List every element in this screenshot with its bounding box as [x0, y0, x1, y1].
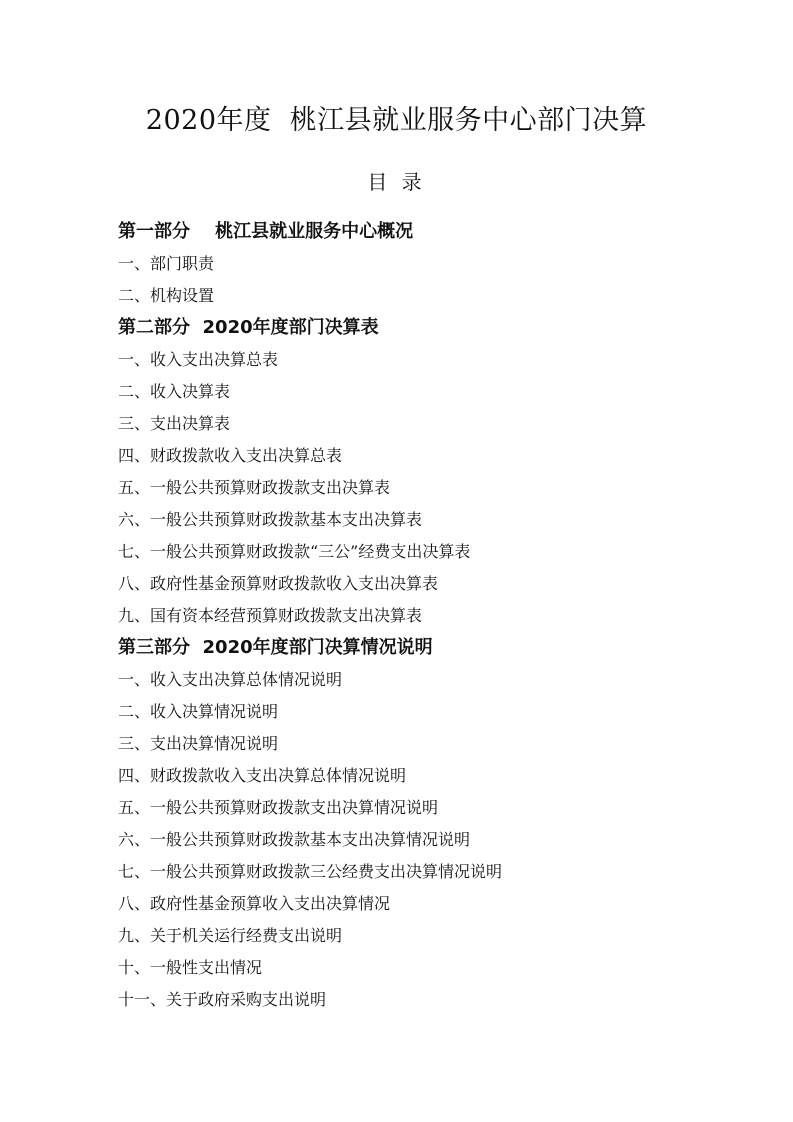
toc-item: 十一、关于政府采购支出说明	[118, 990, 327, 1009]
toc-item: 一、收入支出决算总表	[118, 350, 279, 369]
toc-part-1-heading: 第一部分 桃江县就业服务中心概况	[118, 221, 414, 242]
toc-item: 二、机构设置	[118, 286, 215, 305]
toc-item: 九、关于机关运行经费支出说明	[118, 926, 343, 945]
toc-item: 八、政府性基金预算财政拨款收入支出决算表	[118, 574, 439, 593]
table-of-contents	[118, 216, 738, 1016]
toc-item: 十、一般性支出情况	[118, 958, 263, 977]
toc-heading: 目 录	[367, 170, 426, 194]
document-title: 2020年度 桃江县就业服务中心部门决算	[145, 105, 648, 136]
toc-item: 三、支出决算表	[118, 414, 231, 433]
toc-item: 五、一般公共预算财政拨款支出决算表	[118, 478, 391, 497]
toc-part-2-heading: 第二部分 2020年度部门决算表	[118, 317, 379, 338]
toc-item: 五、一般公共预算财政拨款支出决算情况说明	[118, 798, 439, 817]
toc-item: 四、财政拨款收入支出决算总体情况说明	[118, 766, 407, 785]
toc-item: 一、收入支出决算总体情况说明	[118, 670, 343, 689]
toc-item: 九、国有资本经营预算财政拨款支出决算表	[118, 606, 423, 625]
toc-item: 一、部门职责	[118, 254, 215, 273]
toc-item: 六、一般公共预算财政拨款基本支出决算表	[118, 510, 423, 529]
toc-item: 八、政府性基金预算收入支出决算情况	[118, 894, 391, 913]
toc-item: 七、一般公共预算财政拨款“三公”经费支出决算表	[118, 542, 471, 561]
toc-part-3-heading: 第三部分 2020年度部门决算情况说明	[118, 637, 433, 658]
toc-item: 七、一般公共预算财政拨款三公经费支出决算情况说明	[118, 862, 503, 881]
toc-item: 二、收入决算情况说明	[118, 702, 279, 721]
toc-item: 六、一般公共预算财政拨款基本支出决算情况说明	[118, 830, 471, 849]
toc-item: 三、支出决算情况说明	[118, 734, 279, 753]
toc-item: 二、收入决算表	[118, 382, 231, 401]
toc-item: 四、财政拨款收入支出决算总表	[118, 446, 343, 465]
